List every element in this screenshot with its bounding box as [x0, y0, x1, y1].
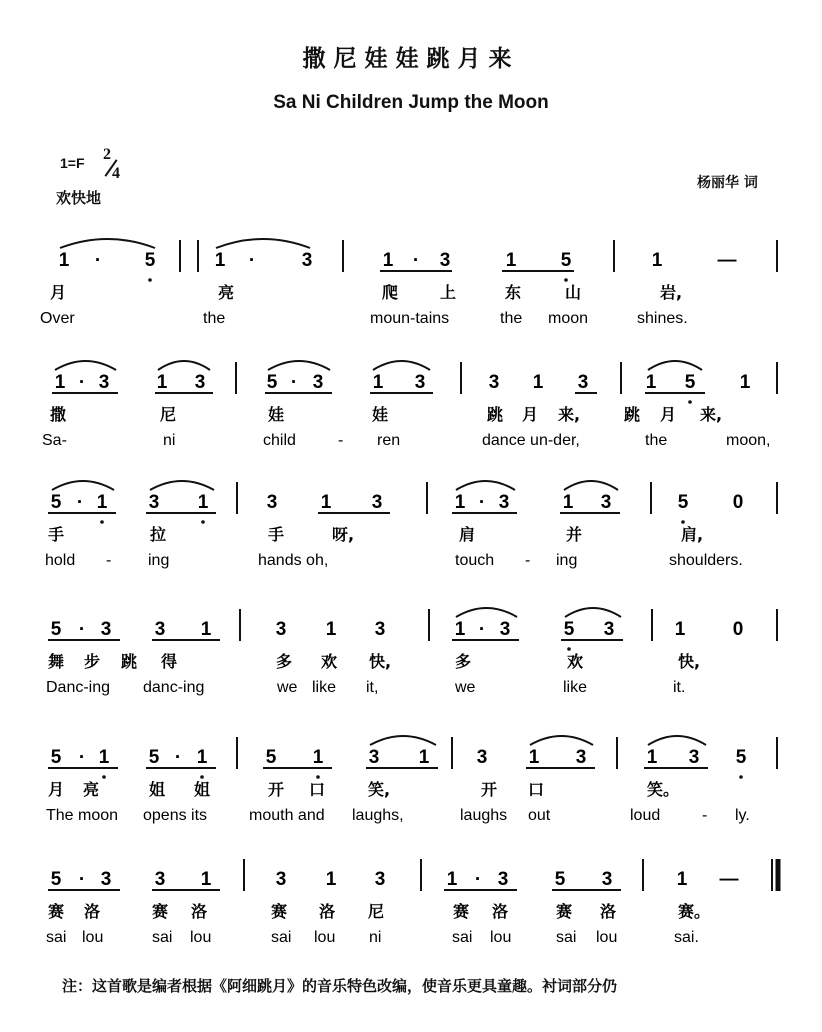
lyric-chinese: 多: [276, 652, 293, 671]
lyric-english: moon,: [726, 432, 771, 449]
lyric-chinese: 洛: [319, 902, 336, 921]
lyric-chinese: 跳: [487, 405, 504, 424]
lyric-english: we: [455, 679, 476, 696]
lyric-chinese: 撒: [50, 405, 67, 424]
slur: [52, 481, 114, 490]
note: 1: [562, 492, 574, 513]
note: 1: [320, 492, 332, 513]
note: ·: [94, 250, 102, 271]
lyric-chinese: 跳: [121, 652, 138, 671]
lyric-english: -: [338, 432, 344, 449]
lyric-english: moun-tains: [370, 310, 450, 327]
lyric-chinese: 笑,: [368, 780, 391, 799]
slur: [268, 361, 330, 370]
note: 1: [200, 869, 212, 890]
note: 1: [325, 619, 337, 640]
note: 3: [154, 619, 166, 640]
lyric-english: the: [645, 432, 668, 449]
note: ·: [478, 619, 486, 640]
lyric-english: lou: [314, 929, 336, 946]
note: 1: [532, 372, 544, 393]
lyric-chinese: 肩: [459, 525, 476, 544]
lyric-chinese: 拉: [150, 525, 167, 544]
note: 1: [96, 492, 108, 513]
note: 3: [476, 747, 488, 768]
note: 3: [688, 747, 700, 768]
note: 1: [200, 619, 212, 640]
lyric-chinese: 步: [84, 652, 101, 671]
lyric-chinese: 开: [268, 780, 285, 799]
note: ·: [248, 250, 256, 271]
note: 1: [739, 372, 751, 393]
lyric-english: ing: [556, 552, 578, 569]
low-octave-dot: [564, 278, 568, 282]
note: ·: [78, 619, 86, 640]
lyric-english: danc-ing: [143, 679, 205, 696]
note: 1: [454, 619, 466, 640]
lyric-chinese: 开: [481, 780, 498, 799]
note: 3: [414, 372, 426, 393]
lyric-english: sai: [271, 929, 292, 946]
lyric-english: child: [263, 432, 296, 449]
lyric-english: lou: [490, 929, 512, 946]
lyricist-credit: 杨丽华 词: [697, 175, 758, 191]
note: 3: [374, 869, 386, 890]
note: 1: [674, 619, 686, 640]
lyric-chinese: 欢: [567, 652, 584, 671]
low-octave-dot: [148, 278, 152, 282]
note: 5: [735, 747, 747, 768]
note: 1: [312, 747, 324, 768]
lyric-chinese: 姐: [149, 780, 166, 799]
lyric-english: hands oh,: [258, 552, 329, 569]
time-signature-top: 2: [103, 146, 111, 163]
note: 3: [600, 492, 612, 513]
song-title-english: Sa Ni Children Jump the Moon: [273, 92, 549, 113]
lyric-chinese: 尼: [368, 902, 385, 921]
note: 1: [197, 492, 209, 513]
note: ·: [78, 869, 86, 890]
slur: [530, 736, 593, 745]
note: 1: [196, 747, 208, 768]
lyric-english: the: [203, 310, 226, 327]
lyric-chinese: 亮: [218, 283, 235, 302]
lyric-english: touch: [455, 552, 495, 569]
song-title-chinese: 撒尼娃娃跳月来: [302, 45, 520, 72]
lyric-chinese: 洛: [84, 902, 101, 921]
note: 5: [677, 492, 689, 513]
lyric-english: sai.: [674, 929, 699, 946]
note: 3: [368, 747, 380, 768]
lyric-chinese: 姐: [194, 780, 211, 799]
note: 5: [684, 372, 696, 393]
lyric-english: lou: [190, 929, 212, 946]
note: 5: [144, 250, 156, 271]
lyric-english: hold: [45, 552, 76, 569]
note: ·: [478, 492, 486, 513]
note: 1: [528, 747, 540, 768]
note: 3: [266, 492, 278, 513]
note: 5: [50, 619, 62, 640]
lyric-english: Over: [40, 310, 75, 327]
lyric-english: shines.: [637, 310, 688, 327]
lyric-english: The moon: [46, 807, 119, 824]
key-signature: 1=F: [60, 155, 85, 171]
lyric-chinese: 洛: [191, 902, 208, 921]
note: 3: [497, 869, 509, 890]
low-octave-dot: [739, 775, 743, 779]
lyric-chinese: 得: [161, 652, 178, 671]
lyric-english: mouth and: [249, 807, 325, 824]
note: 5: [50, 747, 62, 768]
lyric-chinese: 快,: [369, 652, 392, 671]
lyric-chinese: 岩,: [660, 283, 683, 302]
slur: [565, 608, 621, 617]
slur: [648, 736, 706, 745]
lyric-chinese: 月: [50, 283, 67, 302]
lyric-chinese: 赛: [271, 902, 288, 921]
lyric-english: ly.: [735, 807, 750, 824]
note: 1: [382, 250, 394, 271]
low-octave-dot: [100, 520, 104, 524]
note: 3: [194, 372, 206, 393]
lyric-chinese: 跳: [624, 405, 641, 424]
lyric-english: sai: [556, 929, 577, 946]
note: 3: [275, 869, 287, 890]
note: 3: [154, 869, 166, 890]
slur: [370, 736, 436, 745]
lyric-chinese: 月: [660, 405, 677, 424]
low-octave-dot: [688, 400, 692, 404]
lyric-chinese: 洛: [600, 902, 617, 921]
lyric-english: moon: [548, 310, 589, 327]
lyric-chinese: 洛: [492, 902, 509, 921]
note: ·: [290, 372, 298, 393]
note: 3: [98, 372, 110, 393]
tempo-marking: 欢快地: [56, 189, 102, 207]
lyric-english: Danc-ing: [46, 679, 111, 696]
lyric-english: it,: [366, 679, 379, 696]
note: 3: [498, 492, 510, 513]
slur: [60, 239, 155, 248]
lyric-english: laughs: [460, 807, 508, 824]
lyric-chinese: 欢: [321, 652, 338, 671]
lyric-english: like: [312, 679, 337, 696]
lyric-english: it.: [673, 679, 686, 696]
low-octave-dot: [567, 647, 571, 651]
note: ·: [78, 372, 86, 393]
note: 1: [54, 372, 66, 393]
lyric-chinese: 赛: [453, 902, 470, 921]
lyric-chinese: 呀,: [332, 525, 355, 544]
note: 3: [374, 619, 386, 640]
lyric-english: lou: [82, 929, 104, 946]
lyric-chinese: 来,: [558, 405, 581, 424]
low-octave-dot: [201, 520, 205, 524]
note: 0: [732, 619, 744, 640]
note: 1: [646, 747, 658, 768]
lyric-chinese: 赛: [152, 902, 169, 921]
note: 3: [577, 372, 589, 393]
note: 1: [325, 869, 337, 890]
lyric-chinese: 口: [528, 780, 545, 799]
note: 5: [560, 250, 572, 271]
note: 1: [645, 372, 657, 393]
lyric-english: opens its: [143, 807, 208, 824]
note: 5: [266, 372, 278, 393]
slur: [456, 608, 517, 617]
note: 1: [505, 250, 517, 271]
note: 1: [156, 372, 168, 393]
note: 3: [371, 492, 383, 513]
note: 5: [563, 619, 575, 640]
low-octave-dot: [200, 775, 204, 779]
note: 3: [100, 619, 112, 640]
note: 3: [488, 372, 500, 393]
lyric-chinese: 并: [566, 525, 583, 544]
lyric-chinese: 月: [48, 780, 65, 799]
note: 1: [372, 372, 384, 393]
lyric-chinese: 肩,: [681, 525, 704, 544]
slur: [456, 481, 515, 490]
lyric-english: loud: [630, 807, 661, 824]
note: 3: [499, 619, 511, 640]
lyric-chinese: 亮: [83, 780, 100, 799]
note: 3: [301, 250, 313, 271]
note: 3: [603, 619, 615, 640]
note: 1: [651, 250, 663, 271]
note: 3: [275, 619, 287, 640]
lyric-english: ren: [377, 432, 401, 449]
lyric-english: -: [525, 552, 531, 569]
lyric-chinese: 手: [268, 525, 285, 544]
lyric-chinese: 手: [48, 525, 65, 544]
note: 1: [58, 250, 70, 271]
lyric-chinese: 快,: [678, 652, 701, 671]
lyric-english: we: [277, 679, 298, 696]
low-octave-dot: [316, 775, 320, 779]
note: 1: [418, 747, 430, 768]
slur: [158, 361, 210, 370]
note: —: [717, 250, 737, 271]
note: 5: [148, 747, 160, 768]
slur: [648, 361, 702, 370]
note: 5: [265, 747, 277, 768]
lyric-english: ing: [148, 552, 170, 569]
slur: [55, 361, 116, 370]
lyric-chinese: 笑。: [647, 780, 680, 799]
lyric-english: -: [106, 552, 112, 569]
lyric-chinese: 口: [309, 780, 326, 799]
lyric-english: dance un-der,: [482, 432, 580, 449]
slur: [564, 481, 618, 490]
lyric-english: Sa-: [42, 432, 67, 449]
lyric-chinese: 赛: [556, 902, 573, 921]
lyric-english: lou: [596, 929, 618, 946]
note: 5: [554, 869, 566, 890]
note: 0: [732, 492, 744, 513]
lyric-english: sai: [152, 929, 173, 946]
lyric-chinese: 月: [522, 405, 539, 424]
slur: [150, 481, 214, 490]
lyric-english: sai: [46, 929, 67, 946]
note: 3: [575, 747, 587, 768]
note: 3: [100, 869, 112, 890]
lyric-chinese: 上: [440, 283, 457, 302]
lyric-english: shoulders.: [669, 552, 743, 569]
time-signature-bottom: 4: [112, 165, 120, 182]
note: 1: [214, 250, 226, 271]
note: ·: [412, 250, 420, 271]
note: 3: [601, 869, 613, 890]
note: ·: [474, 869, 482, 890]
note: ·: [78, 747, 86, 768]
low-octave-dot: [102, 775, 106, 779]
note: 3: [439, 250, 451, 271]
lyric-chinese: 娃: [268, 405, 285, 424]
note: ·: [76, 492, 84, 513]
lyric-english: ni: [369, 929, 382, 946]
lyric-chinese: 来,: [700, 405, 723, 424]
note: 1: [446, 869, 458, 890]
note: ·: [174, 747, 182, 768]
note: —: [719, 869, 739, 890]
lyric-english: out: [528, 807, 551, 824]
lyric-chinese: 舞: [48, 652, 65, 671]
lyric-chinese: 东: [505, 283, 522, 302]
lyric-chinese: 赛。: [678, 902, 711, 921]
lyric-chinese: 赛: [48, 902, 65, 921]
slur: [216, 239, 310, 248]
note: 1: [454, 492, 466, 513]
lyric-english: -: [702, 807, 708, 824]
lyric-chinese: 多: [455, 652, 472, 671]
note: 5: [50, 492, 62, 513]
lyric-chinese: 山: [565, 283, 582, 302]
note: 5: [50, 869, 62, 890]
lyric-chinese: 娃: [372, 405, 389, 424]
note: 1: [98, 747, 110, 768]
lyric-english: like: [563, 679, 588, 696]
footnote: 注：这首歌是编者根据《阿细跳月》的音乐特色改编，使音乐更具童趣。衬词部分仍: [62, 977, 618, 995]
lyric-english: laughs,: [352, 807, 404, 824]
note: 3: [148, 492, 160, 513]
lyric-english: the: [500, 310, 523, 327]
lyric-english: ni: [163, 432, 176, 449]
low-octave-dot: [681, 520, 685, 524]
slur: [373, 361, 430, 370]
lyric-chinese: 尼: [160, 405, 177, 424]
note: 1: [676, 869, 688, 890]
lyric-english: sai: [452, 929, 473, 946]
lyric-chinese: 爬: [382, 283, 399, 302]
note: 3: [312, 372, 324, 393]
